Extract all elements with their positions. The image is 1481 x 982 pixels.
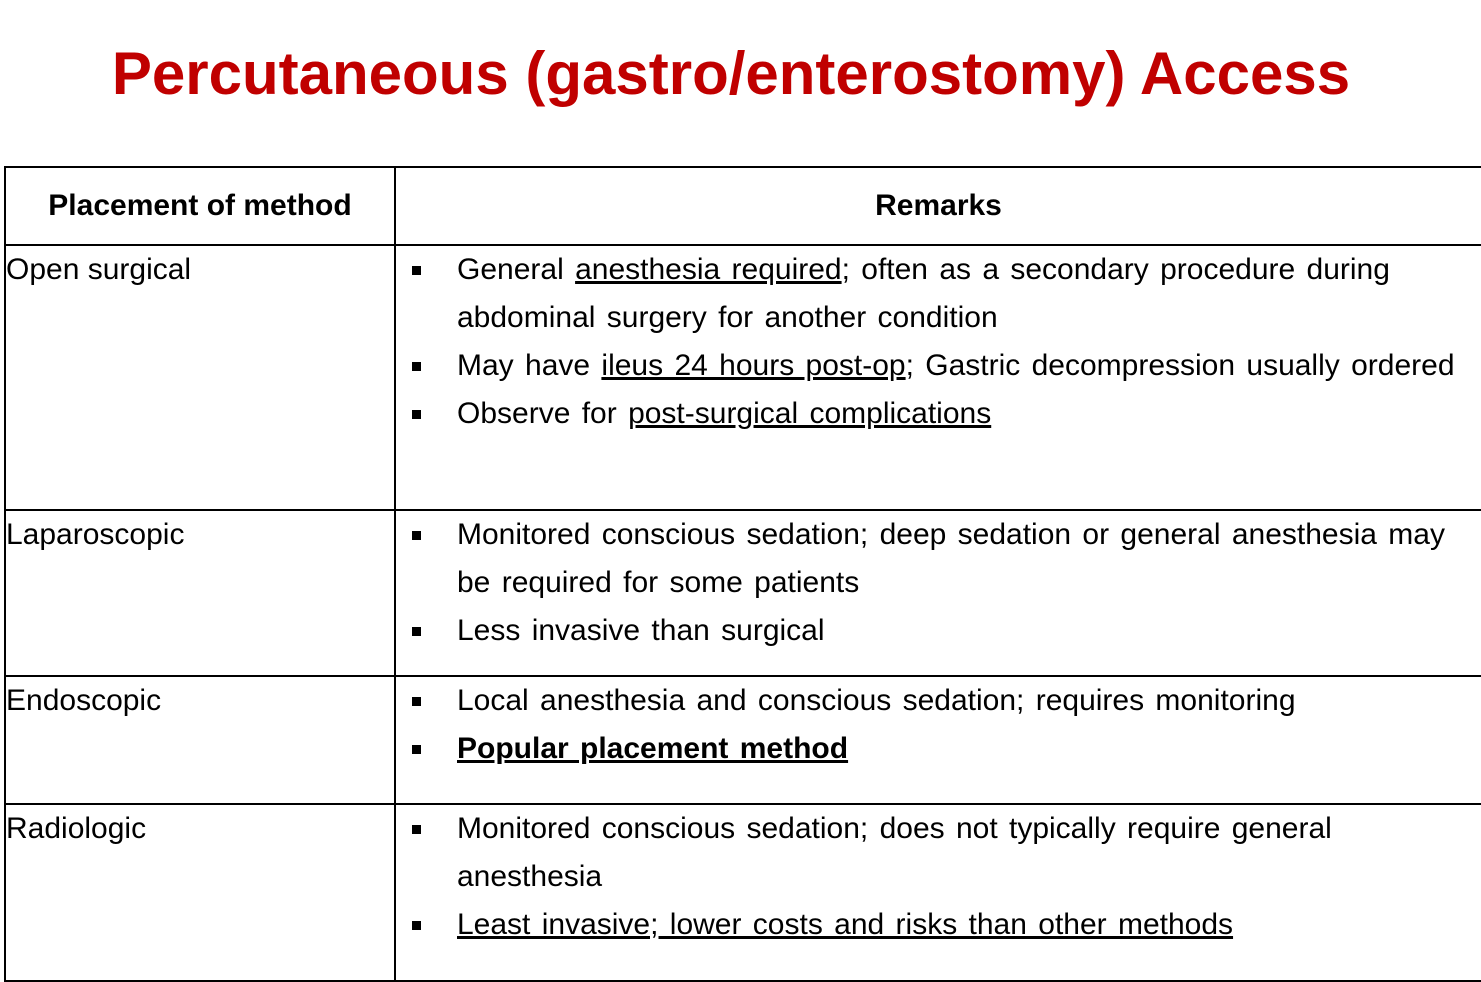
remark-text: Observe for [457,397,629,430]
remarks-cell [395,676,1481,804]
header-remarks: Remarks [395,167,1481,245]
square-bullet-icon [412,362,421,371]
remark-bullet-item [396,607,1481,655]
header-placement-method: Placement of method [5,167,395,245]
square-bullet-icon [412,266,421,275]
remarks-list [396,805,1481,949]
remark-text: General [457,253,576,286]
remark-text: ileus 24 hours post-op [601,349,906,382]
comparison-table-container [4,166,1481,982]
remark-text: Popular placement method [457,732,849,765]
remark-text: ; often as a secondary procedure during abdominal surgery for another condition [457,253,1390,334]
remark-text: Local anesthesia and conscious sedation; requires monitoring [457,684,1296,717]
remark-bullet-item [396,805,1481,901]
square-bullet-icon [412,745,421,754]
square-bullet-icon [412,627,421,636]
method-cell: Laparoscopic [5,510,395,676]
remark-bullet-item [396,677,1481,725]
remark-bullet-item [396,511,1481,607]
table-row-radiologic [5,804,1481,981]
remark-text: Monitored conscious sedation; does not typically require general anesthesia [457,812,1332,893]
remarks-cell [395,245,1481,510]
remark-bullet-item [396,342,1481,390]
remarks-cell [395,510,1481,676]
table-row-open-surgical [5,245,1481,510]
square-bullet-icon [412,531,421,540]
remark-bullet-item [396,390,1481,438]
remark-text: May have [457,349,602,382]
remark-text: Monitored conscious sedation; deep sedation or general anesthesia may be required for some patients [457,518,1445,599]
remark-text: post-surgical complications [628,397,992,430]
table-header-row [5,167,1481,245]
remarks-list [396,246,1481,438]
remarks-list [396,511,1481,655]
remark-text: anesthesia required [575,253,842,286]
remark-bullet-item [396,901,1481,949]
remarks-cell [395,804,1481,981]
remark-text: ; Gastric decompression usually ordered [905,349,1455,382]
remark-bullet-item [396,725,1481,773]
square-bullet-icon [412,410,421,419]
table-row-endoscopic [5,676,1481,804]
square-bullet-icon [412,825,421,834]
method-cell: Radiologic [5,804,395,981]
method-cell: Endoscopic [5,676,395,804]
remark-bullet-item [396,246,1481,342]
placement-methods-table [4,166,1481,982]
slide-title: Percutaneous (gastro/enterostomy) Access [111,40,1351,107]
remarks-list [396,677,1481,773]
method-cell: Open surgical [5,245,395,510]
remark-text: Least invasive; lower costs and risks than other methods [457,908,1234,941]
remark-text: Less invasive than surgical [457,614,825,647]
square-bullet-icon [412,921,421,930]
square-bullet-icon [412,697,421,706]
table-row-laparoscopic [5,510,1481,676]
